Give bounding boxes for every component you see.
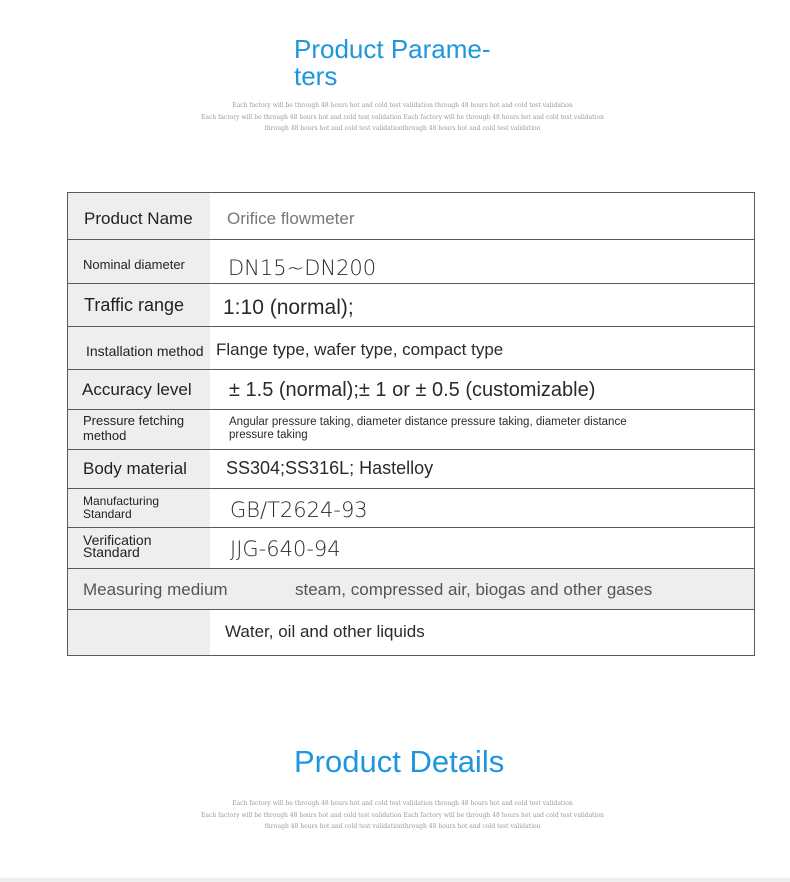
row-value: Flange type, wafer type, compact type (216, 340, 504, 359)
product-details-title: Product Details (294, 744, 505, 779)
caption-line: Each factory will be through 48 hours hot and cold test validation through 48 hours hot and cold test validation (232, 800, 573, 807)
row-label: Body material (83, 459, 187, 478)
table-row (68, 569, 754, 610)
table-row (68, 370, 754, 410)
row-value: DN15~DN200 (228, 256, 377, 280)
params-caption (200, 100, 605, 135)
caption-line: Each factory will be through 48 hours hot and cold test validation through 48 hours hot and cold test validation (232, 102, 573, 109)
bottom-divider (0, 878, 790, 882)
caption-line: Each factory will be through 48 hours hot and cold test validation Each factory will be through 48 hours hot and cold test validation (201, 113, 604, 121)
row-label: Verification Standard (83, 532, 152, 560)
product-parameters-title: Product Parame- ters (294, 34, 491, 91)
row-label: Installation method (86, 343, 204, 359)
table-row (68, 528, 754, 569)
table-row (68, 450, 754, 489)
row-label: Manufacturing Standard (83, 494, 160, 521)
row-value: Angular pressure taking, diameter distance pressure taking, diameter distance pressure taking (229, 416, 627, 441)
table-row (68, 410, 754, 450)
row-value: steam, compressed air, biogas and other gases (295, 580, 653, 599)
table-row (68, 284, 754, 327)
caption-line: Each factory will be through 48 hours hot and cold test validation Each factory will be through 48 hours hot and cold test validation (201, 811, 604, 819)
caption-line: through 48 hours hot and cold test validationthrough 48 hours hot and cold test validation (264, 823, 541, 830)
caption-line: through 48 hours hot and cold test validationthrough 48 hours hot and cold test validation (264, 125, 541, 132)
row-value: SS304;SS316L; Hastelloy (226, 458, 434, 478)
row-value: Water, oil and other liquids (225, 622, 425, 641)
row-label: Measuring medium (83, 580, 228, 599)
row-label: Traffic range (84, 295, 185, 315)
row-value: 1:10 (normal); (223, 296, 354, 319)
table-row (68, 327, 754, 370)
row-label: Nominal diameter (83, 257, 185, 272)
row-value: Orifice flowmeter (227, 209, 355, 228)
row-label: Product Name (84, 209, 193, 228)
details-caption (200, 798, 605, 833)
table-row (68, 489, 754, 528)
row-label: Accuracy level (82, 380, 192, 399)
table-row (68, 240, 754, 284)
table-row (68, 193, 754, 240)
row-value: ± 1.5 (normal);± 1 or ± 0.5 (customizable) (229, 379, 596, 401)
table-row (68, 610, 754, 655)
row-value: JJG-640-94 (230, 537, 341, 561)
row-value: GB/T2624-93 (230, 498, 368, 522)
row-label: Pressure fetching method (83, 413, 185, 443)
spec-table (67, 192, 755, 656)
